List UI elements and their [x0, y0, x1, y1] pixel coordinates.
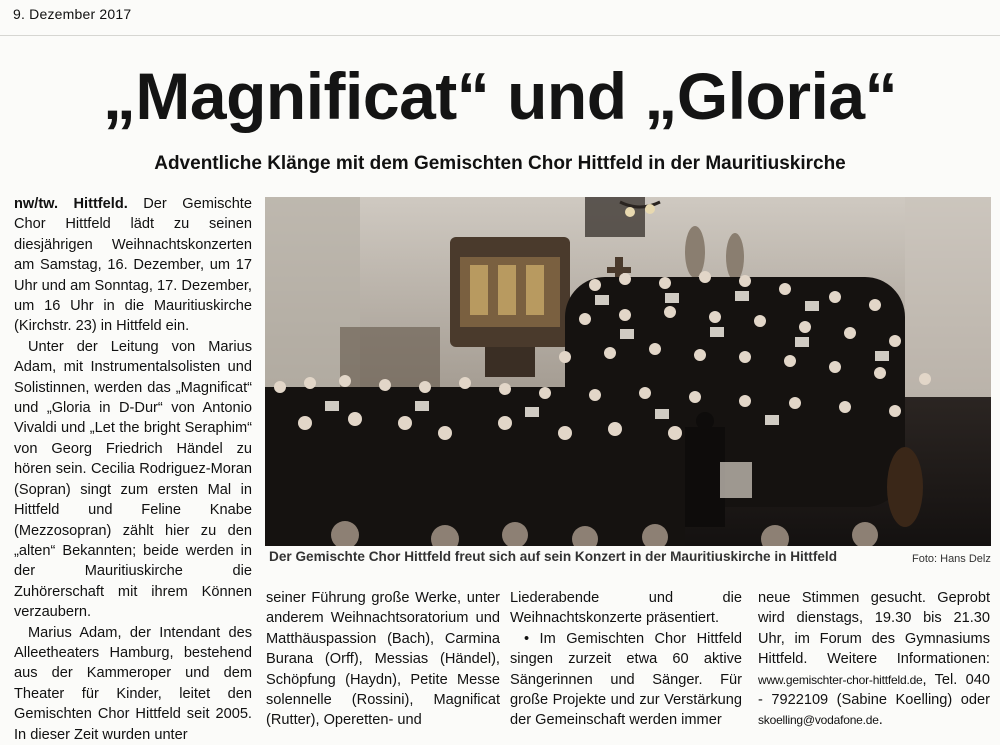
- photo-caption: Der Gemischte Chor Hittfeld freut sich auf sein Konzert in der Mauritiuskirche in Hittfeld: [269, 549, 838, 564]
- paragraph-7-text: neue Stimmen gesucht. Geprobt wird dienstags, 19.30 bis 21.30 Uhr, im Forum des Gymnasiums Hittfeld. Weitere Informationen:: [758, 590, 990, 668]
- headline: „Magnificat“ und „Gloria“: [102, 59, 898, 133]
- choir-photo-image: [265, 197, 991, 546]
- email-link[interactable]: skoelling@vodafone.de: [758, 713, 879, 728]
- paragraph-1: [14, 194, 252, 337]
- website-link[interactable]: www.gemischter-chor-hittfeld.de: [758, 672, 923, 687]
- subheadline: Adventliche Klänge mit dem Gemischten Chor Hittfeld in der Mauritiuskirche: [154, 153, 846, 174]
- dateline: nw/tw. Hittfeld.: [14, 196, 128, 212]
- article-column-3: [510, 588, 742, 731]
- paragraph-6: • Im Gemischten Chor Hittfeld singen zurzeit etwa 60 aktive Sängerinnen und Sänger. Für große Projekte und zur Verstärkung der Gemeinschaft werden immer: [510, 630, 742, 729]
- photo-credit: Foto: Hans Delz: [912, 553, 991, 565]
- article-column-4: [758, 588, 990, 731]
- phone-text: , Tel. 040 - 7922109 (Sabine Koelling) oder: [758, 671, 990, 709]
- article-column-1: [14, 194, 252, 745]
- paragraph-1-text: Der Gemischte Chor Hittfeld lädt zu seinen diesjährigen Weihnachtskonzerten am Samstag, 16. Dezember, um 17 Uhr und am Sonntag, 17. Dezember, um 16 Uhr in die Mauritiuskirche (Kirchstr. 23) in Hittfeld ein.: [14, 196, 252, 335]
- paragraph-2: Unter der Leitung von Marius Adam, mit Instrumentalsolisten und Solistinnen, werden das „Magnificat“ und „Gloria in D-Dur“ von Antonio Vivaldi und „Let the bright Seraphim“ von Georg Friedrich Händel zu hören sein. Cecilia Rodriguez-Moran (Sopran) singt zum ersten Mal in Hittfeld und Feline Knabe (Mezzosopran) zählt hier zu den „alten“ Bekannten; beide werden in der Mauritiuskirche die Zuhörerschaft mit ihrem Können verzaubern.: [14, 338, 252, 621]
- paragraph-3: Marius Adam, der Intendant des Alleetheaters Hamburg, bestehend aus der Kammeroper und dem Theater für Kinder, leitet den Gemischten Chor Hittfeld seit 2005. In dieser Zeit wurden unter: [14, 624, 252, 743]
- issue-date: 9. Dezember 2017: [13, 6, 132, 22]
- paragraph-7: [758, 588, 990, 731]
- choir-photo: [265, 197, 991, 546]
- paragraph-5: Liederabende und die Weihnachtskonzerte präsentiert.: [510, 590, 742, 627]
- closing-period: .: [878, 712, 883, 729]
- header-rule: [0, 35, 1000, 36]
- paragraph-4: seiner Führung große Werke, unter anderem Weihnachtsoratorium und Matthäuspassion (Bach), Carmina Burana (Orff), Messias (Händel), Schöpfung (Haydn), Petite Messe solennelle (Rossini), Magnificat (Rutter), Operetten- und: [266, 590, 500, 729]
- article-column-2: [266, 588, 500, 731]
